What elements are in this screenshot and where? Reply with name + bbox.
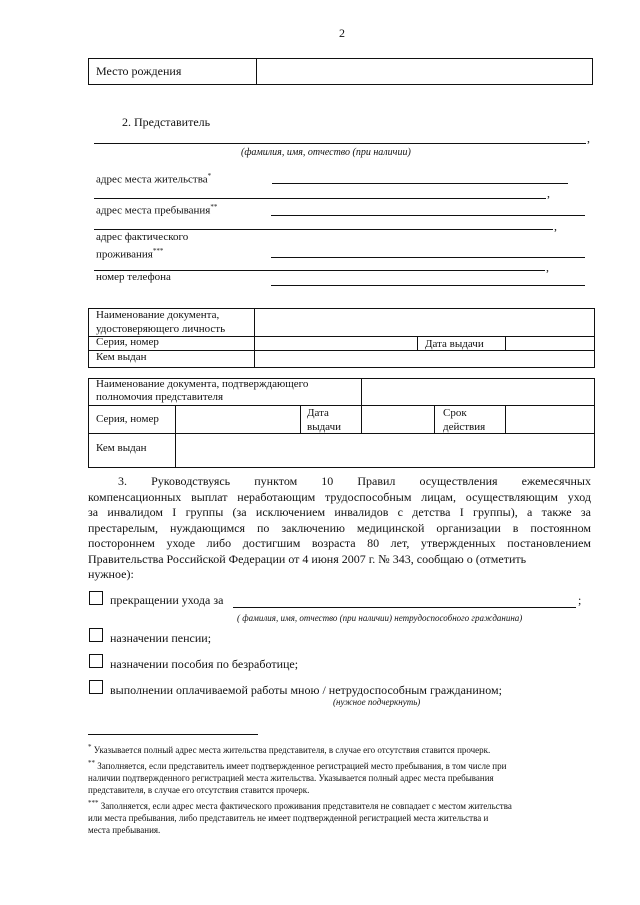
comma: , — [547, 186, 550, 200]
section3-paragraph: 3. Руководствуясь пунктом 10 Правил осуществления ежемесячных компенсационных выплат неработающим трудоспособным лицам, осуществляющим уход за инвалидом I группы (за исключением инвалидов с детства I группы), а также за престарелым, нуждающимся по заключению медицинской организации в постоянном постороннем уходе либо достигшим возраста 80 лет, утвержденных постановлением Правительства Российской Федерации от 4 июня 2007 г. № 343, сообщаю о (отметить нужное): — [88, 474, 591, 581]
table-divider — [175, 405, 176, 467]
option-pension-label: назначении пенсии; — [110, 631, 212, 645]
table-divider — [300, 405, 301, 434]
table-rule — [89, 433, 594, 434]
table-divider — [254, 308, 255, 367]
table-rule — [89, 405, 594, 406]
option-care-termination-label: прекращении ухода за — [110, 593, 224, 607]
birthplace-divider — [256, 58, 257, 85]
comma: , — [546, 260, 549, 274]
underline-caption: (нужное подчеркнуть) — [333, 697, 421, 707]
option-paid-work-checkbox[interactable] — [89, 680, 103, 694]
phone-line[interactable] — [271, 285, 585, 286]
name-caption: (фамилия, имя, отчество (при наличии) — [241, 147, 411, 158]
id-issue-date-label: Дата выдачи — [425, 338, 484, 350]
table-divider — [361, 378, 362, 406]
option-paid-work-label: выполнении оплачиваемой работы мною / нетрудоспособным гражданином; — [110, 683, 502, 697]
table-divider — [417, 336, 418, 351]
footnote-1: * Указывается полный адрес места жительства представителя, в случае его отсутствия ставится прочерк. — [88, 743, 491, 755]
option-unemployment-checkbox[interactable] — [89, 654, 103, 668]
birthplace-label: Место рождения — [96, 64, 182, 78]
footnote-2: ** Заполняется, если представитель имеет подтвержденное регистрацией место пребывания, в том числе при наличии подтвержденного регистрацией места жительства. Указывается полный адрес места пребывания представителя, в случае его отсутствия ставится прочерк. — [88, 759, 507, 795]
option-pension-checkbox[interactable] — [89, 628, 103, 642]
representative-name-line[interactable] — [94, 143, 586, 144]
semicolon: ; — [578, 593, 582, 607]
footnote-separator — [88, 734, 258, 735]
id-issued-by-label: Кем выдан — [96, 351, 147, 363]
page-number: 2 — [339, 26, 345, 40]
comma: , — [587, 131, 590, 145]
address-residence-line-1[interactable] — [272, 183, 568, 184]
option-care-termination-checkbox[interactable] — [89, 591, 103, 605]
care-recipient-name-line[interactable] — [233, 607, 576, 608]
authority-term-label: Срок действия — [443, 407, 486, 433]
id-doc-name-label: Наименование документа, удостоверяющего личность — [96, 309, 226, 335]
section2-title: 2. Представитель — [122, 115, 211, 129]
table-divider — [434, 405, 435, 434]
address-residence-line-2[interactable] — [94, 198, 546, 199]
address-stay-label: адрес места пребывания** — [96, 203, 218, 217]
address-stay-line-1[interactable] — [271, 215, 585, 216]
authority-issued-by-label: Кем выдан — [96, 442, 147, 454]
authority-series-label: Серия, номер — [96, 413, 159, 425]
phone-label: номер телефона — [96, 271, 171, 283]
id-series-label: Серия, номер — [96, 336, 159, 348]
address-actual-label: адрес фактического проживания*** — [96, 231, 189, 261]
option-unemployment-label: назначении пособия по безработице; — [110, 657, 299, 671]
table-divider — [505, 336, 506, 351]
table-rule — [89, 350, 594, 351]
table-divider — [361, 405, 362, 434]
table-rule — [89, 336, 594, 337]
address-actual-line-1[interactable] — [271, 257, 585, 258]
option1-caption: ( фамилия, имя, отчество (при наличии) нетрудоспособного гражданина) — [237, 613, 523, 623]
address-residence-label: адрес места жительства* — [96, 172, 212, 186]
footnotes — [88, 741, 596, 836]
table-divider — [505, 405, 506, 434]
authority-date-label: Дата выдачи — [307, 407, 342, 433]
comma: , — [554, 219, 557, 233]
authority-doc-name-label: Наименование документа, подтверждающего полномочия представителя — [96, 378, 309, 403]
footnote-3: *** Заполняется, если адрес места фактического проживания представителя не совпадает с местом жительства или места пребывания, либо представитель не имеет подтвержденной регистрацией места жительства и места пребывания. — [88, 799, 512, 835]
